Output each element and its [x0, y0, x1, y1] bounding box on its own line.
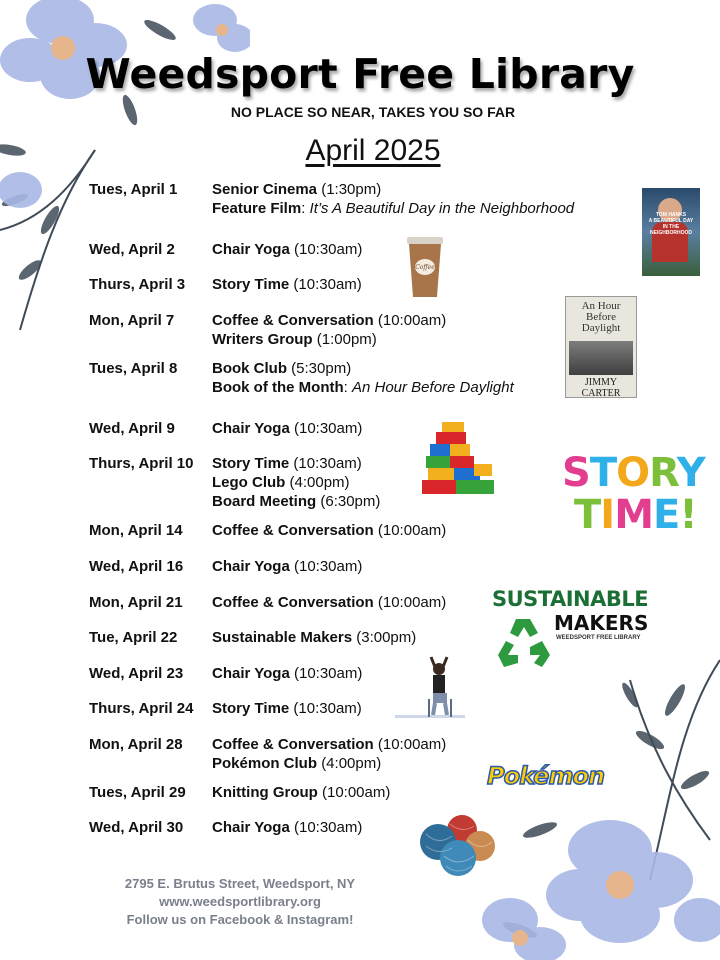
month-heading: April 2025: [305, 134, 441, 167]
event-line: Story Time (10:30am): [212, 700, 362, 717]
event-line: Feature Film: It’s A Beautiful Day in the Neighborhood: [212, 200, 575, 217]
coffee-label: Coffee: [415, 264, 435, 271]
schedule-day: Tues, April 8: [89, 360, 178, 377]
story-time-logo: [562, 450, 705, 538]
lego-blocks-image: [422, 420, 496, 498]
book-title: An Hour Before Daylight: [581, 300, 621, 334]
schedule-day: Wed, April 23: [89, 665, 184, 682]
poster-actor: TOM HANKS: [655, 212, 687, 218]
schedule-day: Thurs, April 10: [89, 455, 194, 472]
event-line: Story Time (10:30am): [212, 276, 362, 293]
movie-poster-image: [642, 188, 700, 276]
coffee-cup-image: [405, 235, 445, 299]
recycle-icon: [494, 615, 552, 671]
footer-address: 2795 E. Brutus Street, Weedsport, NY: [124, 876, 356, 891]
event-line: Coffee & Conversation (10:00am): [212, 312, 447, 329]
event-line: Book Club (5:30pm): [212, 360, 352, 377]
schedule-day: Thurs, April 24: [89, 700, 194, 717]
schedule-day: Mon, April 7: [89, 312, 175, 329]
event-line: Pokémon Club (4:00pm): [212, 755, 382, 772]
footer-social: Follow us on Facebook & Instagram!: [126, 912, 354, 927]
sustainable-makers-logo: [490, 587, 649, 673]
schedule-day: Mon, April 21: [89, 594, 183, 611]
event-line: Coffee & Conversation (10:00am): [212, 736, 447, 753]
schedule-day: Mon, April 14: [89, 522, 183, 539]
poster-subtitle: IN THE NEIGHBORHOOD: [650, 224, 692, 236]
schedule-day: Tues, April 1: [89, 181, 178, 198]
schedule-day: Wed, April 16: [89, 558, 184, 575]
library-tagline: NO PLACE SO NEAR, TAKES YOU SO FAR: [230, 104, 516, 120]
book-photo: [569, 341, 633, 375]
chair-yoga-figure-image: [395, 655, 465, 721]
schedule-day: Wed, April 2: [89, 241, 175, 258]
event-line: Coffee & Conversation (10:00am): [212, 594, 447, 611]
schedule-day: Tue, April 22: [89, 629, 178, 646]
book-cover-image: [565, 296, 637, 398]
logo-line-sustainable: SUSTAINABLE: [492, 587, 649, 611]
pokemon-logo: Pokémon: [487, 762, 605, 790]
book-author: JIMMY CARTER: [581, 377, 621, 398]
logo-line-makers: MAKERS: [554, 611, 649, 635]
event-line: Chair Yoga (10:30am): [212, 665, 363, 682]
event-line: Board Meeting (6:30pm): [212, 493, 381, 510]
event-line: Book of the Month: An Hour Before Daylight: [212, 379, 514, 396]
event-line: Knitting Group (10:00am): [212, 784, 391, 801]
event-line: Story Time (10:30am): [212, 455, 362, 472]
schedule-day: Thurs, April 3: [89, 276, 186, 293]
event-line: Coffee & Conversation (10:00am): [212, 522, 447, 539]
time-word: TIME!: [574, 492, 697, 538]
event-line: Chair Yoga (10:30am): [212, 558, 363, 575]
event-line: Writers Group (1:00pm): [212, 331, 377, 348]
event-line: Chair Yoga (10:30am): [212, 241, 363, 258]
poster-title: A BEAUTIFUL DAY: [648, 218, 694, 224]
footer-website[interactable]: www.weedsportlibrary.org: [159, 894, 321, 909]
schedule-day: Tues, April 29: [89, 784, 186, 801]
event-line: Chair Yoga (10:30am): [212, 819, 363, 836]
event-line: Senior Cinema (1:30pm): [212, 181, 382, 198]
event-line: Chair Yoga (10:30am): [212, 420, 363, 437]
schedule-day: Wed, April 9: [89, 420, 175, 437]
schedule-day: Wed, April 30: [89, 819, 184, 836]
schedule-day: Mon, April 28: [89, 736, 183, 753]
event-line: Sustainable Makers (3:00pm): [212, 629, 417, 646]
story-word: STORY: [562, 450, 705, 496]
library-title: Weedsport Free Library: [85, 50, 635, 98]
event-line: Lego Club (4:00pm): [212, 474, 350, 491]
yarn-balls-image: [418, 812, 498, 878]
logo-line-library: WEEDSPORT FREE LIBRARY: [556, 635, 641, 641]
